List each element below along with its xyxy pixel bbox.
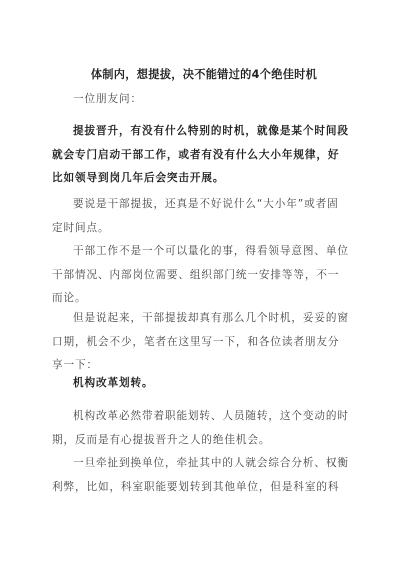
text-line: 利弊，比如，科室职能要划转到其他单位，但是科室的科 [52,480,340,493]
section-heading-institutional-reform [52,372,368,396]
text-line: 干部情况、内部岗位需要、组织部门统一安排等等，不一 [52,268,340,281]
paragraph-1 [52,88,368,112]
paragraph-4 [52,240,368,311]
text-line: 享一下： [52,359,98,371]
text-line: 干部工作不是一个可以量化的事，得看领导意图、单位 [73,245,349,257]
text-line: 而论。 [52,292,87,304]
paragraph-3 [52,193,368,240]
text-line: 期，反而是有心提拔晋升之人的绝佳机会。 [52,433,271,446]
text-line: 一位朋友问： [73,93,142,105]
paragraph-5 [52,307,368,378]
text-line: 一旦牵扯到换单位，牵扯其中的人就会综合分析、权衡 [73,457,349,469]
paragraph-7 [52,452,368,499]
text-line: 定时间点。 [52,221,110,234]
text-line: 但是说起来，干部提拔却真有那么几个时机，妥妥的窗 [73,312,349,324]
paragraph-6 [52,405,368,452]
text-line: 机构改革必然带着职能划转、人员随转，这个变动的时 [73,410,349,422]
document-title: 体制内，想提拔，决不能错过的4个绝佳时机 [90,68,318,81]
text-line: 机构改革划转。 [73,377,154,389]
text-line: 要说是干部提拔，还真是不好说什么“大小年”或者固 [73,198,339,210]
paragraph-2-question [52,120,368,191]
text-line: 口期，机会不少，笔者在这里写一下，和各位读者朋友分 [52,335,340,348]
text-line: 就会专门启动干部工作，或者有没有什么大小年规律，好 [52,148,340,161]
text-line: 比如领导到岗几年后会突击开展。 [52,172,225,184]
text-line: 提拔晋升，有没有什么特别的时机，就像是某个时间段 [73,125,349,137]
